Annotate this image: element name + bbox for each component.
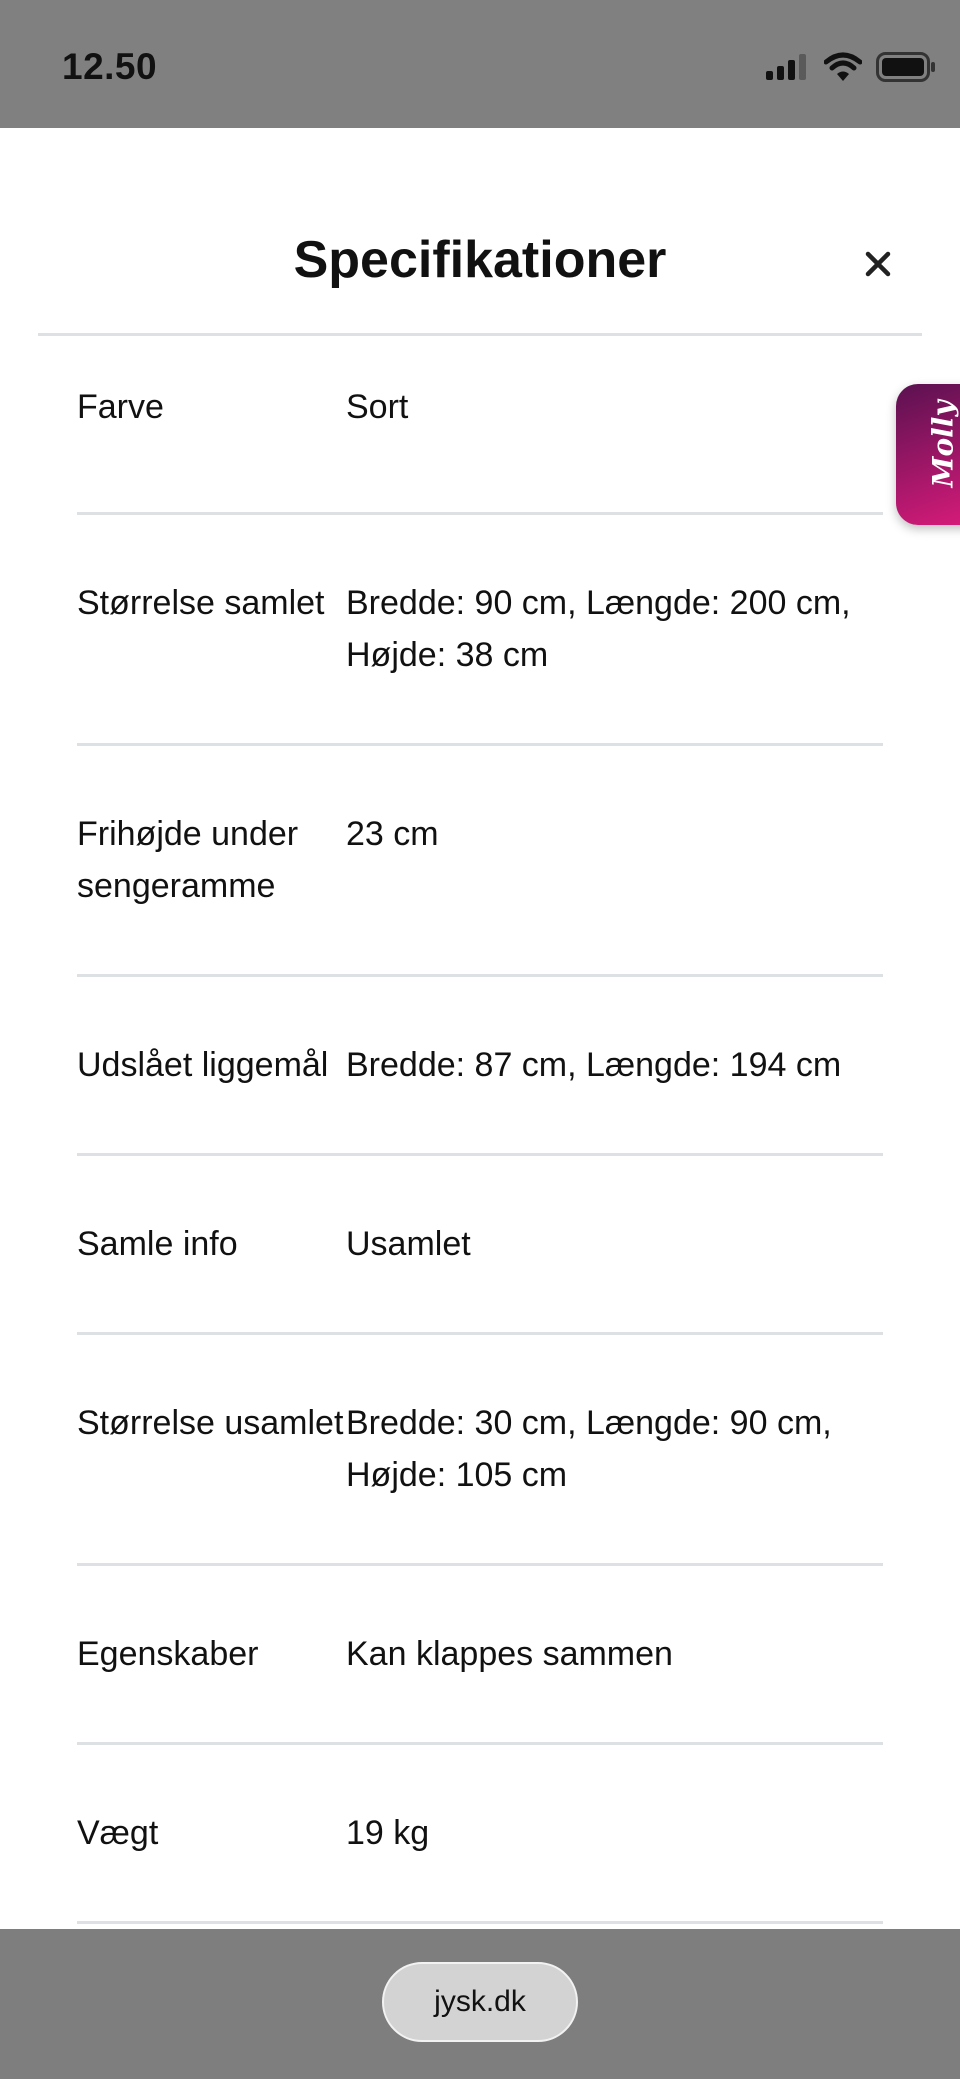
modal-title: Specifikationer	[293, 231, 667, 289]
status-icons	[766, 52, 936, 82]
signal-icon	[766, 54, 810, 80]
spec-row	[77, 1745, 883, 1924]
molly-chat-tab[interactable]	[896, 384, 960, 525]
spec-value: Bredde: 90 cm, Længde: 200 cm, Højde: 38 cm	[346, 584, 851, 674]
molly-label: Molly	[926, 400, 960, 488]
spec-row	[77, 1566, 883, 1745]
spec-value: Bredde: 87 cm, Længde: 194 cm	[346, 1046, 842, 1084]
spec-value: Bredde: 30 cm, Længde: 90 cm, Højde: 105 cm	[346, 1404, 832, 1494]
spec-value: 23 cm	[346, 815, 439, 853]
browser-bottom-bar	[0, 1929, 960, 2079]
spec-table	[77, 336, 883, 1924]
battery-icon	[876, 52, 936, 82]
status-time: 12.50	[62, 46, 158, 87]
spec-row	[77, 1335, 883, 1566]
spec-row	[77, 977, 883, 1156]
spec-value: Sort	[346, 388, 409, 426]
spec-label: Frihøjde under sengeramme	[77, 815, 299, 905]
spec-label: Egenskaber	[77, 1635, 259, 1673]
spec-value: 19 kg	[346, 1814, 430, 1852]
spec-label: Størrelse usamlet	[77, 1404, 344, 1442]
spec-label: Vægt	[77, 1814, 159, 1852]
spec-row	[77, 1156, 883, 1335]
spec-value: Usamlet	[346, 1225, 471, 1263]
spec-row	[77, 746, 883, 977]
spec-row	[77, 336, 883, 515]
spec-label: Udslået liggemål	[77, 1046, 329, 1084]
url-pill[interactable]: jysk.dk	[382, 1962, 578, 2042]
wifi-icon	[824, 52, 862, 82]
spec-label: Samle info	[77, 1225, 238, 1263]
spec-label: Farve	[77, 388, 164, 426]
close-button[interactable]	[858, 244, 898, 284]
spec-value: Kan klappes sammen	[346, 1635, 673, 1673]
spec-row	[77, 515, 883, 746]
status-bar	[0, 0, 960, 128]
spec-label: Størrelse samlet	[77, 584, 325, 622]
close-icon	[858, 244, 898, 284]
